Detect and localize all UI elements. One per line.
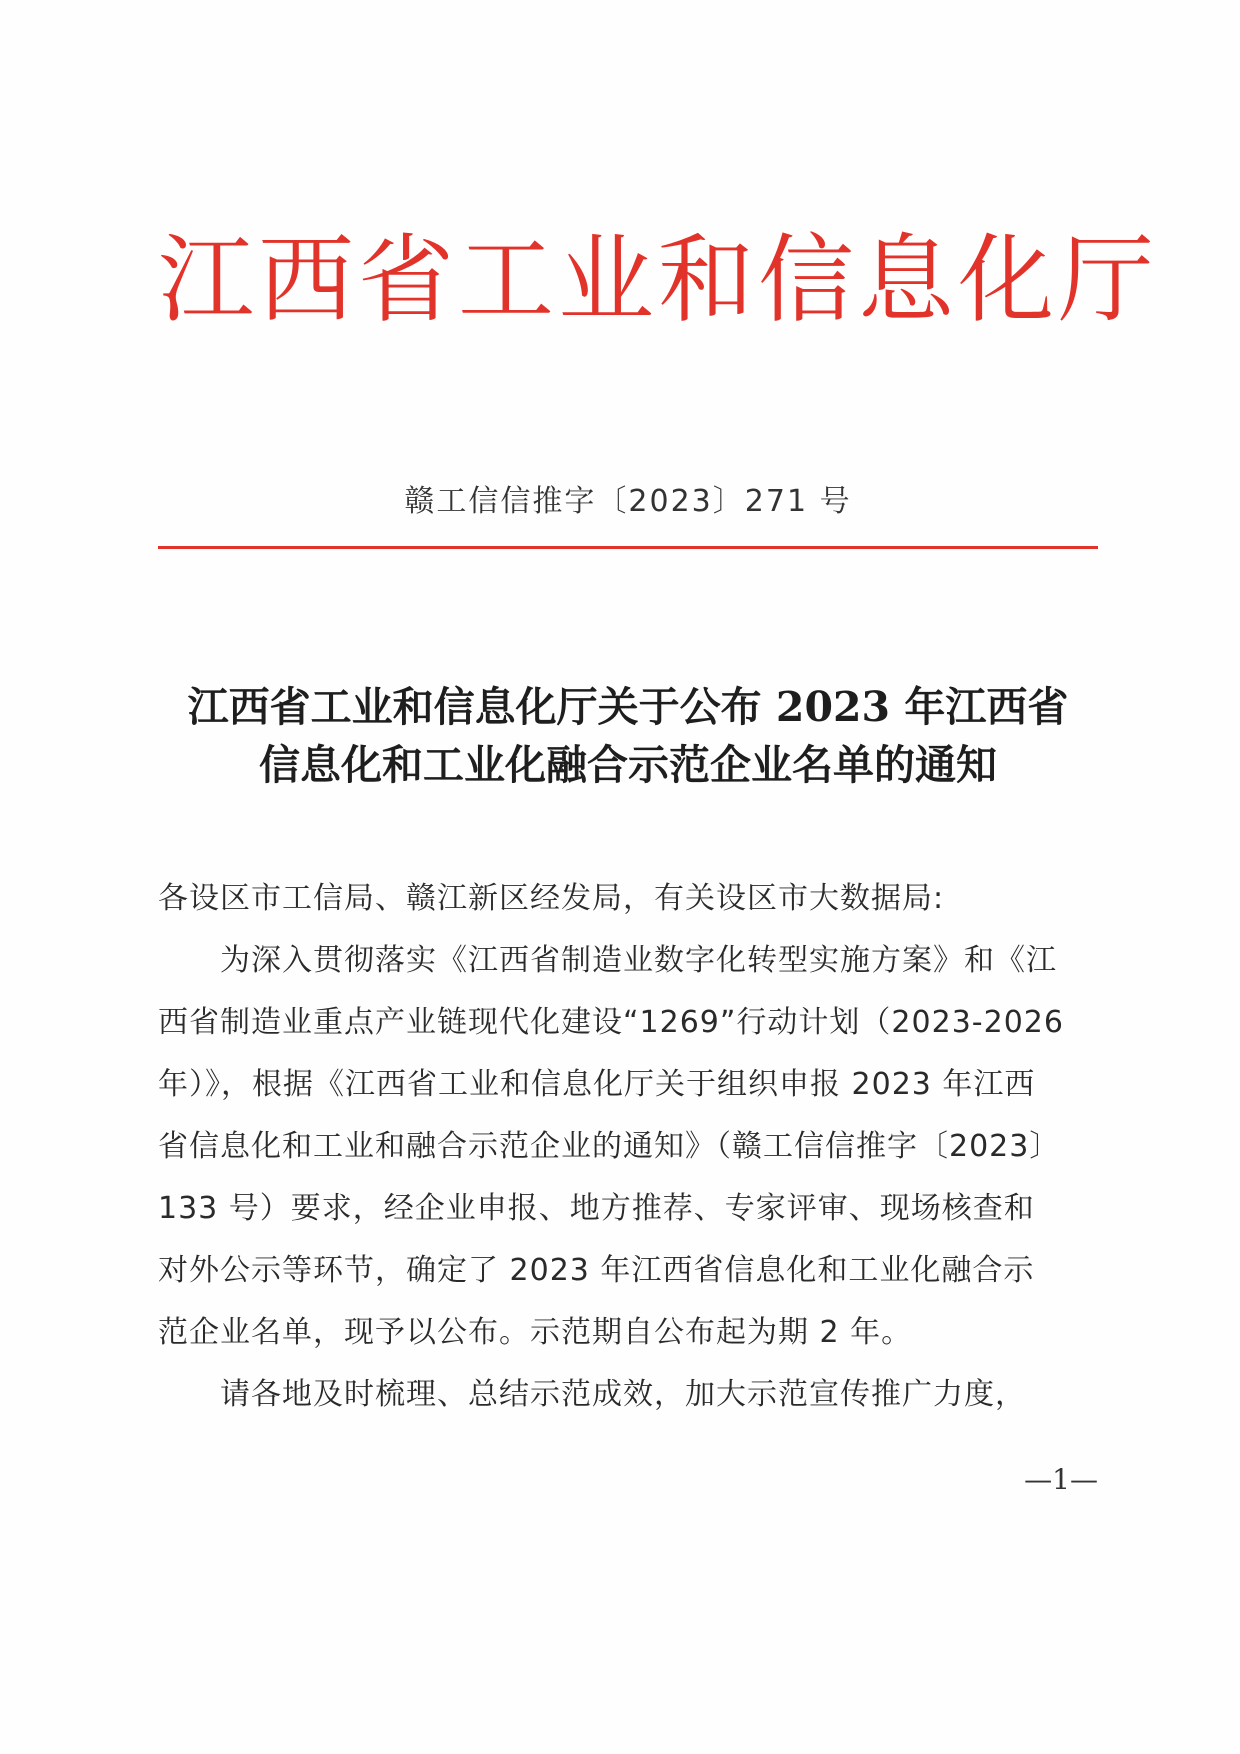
body-paragraph-line: 西省制造业重点产业链现代化建设“1269”行动计划（2023-2026 (158, 1005, 1064, 1040)
body-paragraph-line: 请各地及时梳理、总结示范成效，加大示范宣传推广力度， (220, 1377, 1026, 1412)
document-number: 赣工信信推字〔2023〕271 号 (404, 484, 852, 519)
body-paragraph-line: 133 号）要求，经企业申报、地方推荐、专家评审、现场核查和 (158, 1191, 1035, 1226)
body-paragraph-line: 省信息化和工业和融合示范企业的通知》（赣工信信推字〔2023〕 (158, 1129, 1061, 1164)
notice-body (158, 868, 1098, 1426)
page-number: —1— (1024, 1463, 1098, 1496)
agency-header: 江西省工业和信息化厅 (158, 224, 1158, 336)
body-paragraph-line: 为深入贯彻落实《江西省制造业数字化转型实施方案》和《江 (220, 943, 1057, 978)
body-paragraph-line: 年）》，根据《江西省工业和信息化厅关于组织申报 2023 年江西 (158, 1067, 1036, 1102)
salutation: 各设区市工信局、赣江新区经发局，有关设区市大数据局: (158, 881, 945, 916)
notice-title (140, 678, 1116, 794)
body-paragraph-line: 对外公示等环节，确定了 2023 年江西省信息化和工业化融合示 (158, 1253, 1035, 1288)
red-divider (158, 546, 1098, 549)
body-paragraph-line: 范企业名单，现予以公布。示范期自公布起为期 2 年。 (158, 1315, 913, 1350)
notice-title-line: 江西省工业和信息化厅关于公布 2023 年江西省 (187, 683, 1069, 731)
notice-title-line: 信息化和工业化融合示范企业名单的通知 (259, 741, 997, 789)
